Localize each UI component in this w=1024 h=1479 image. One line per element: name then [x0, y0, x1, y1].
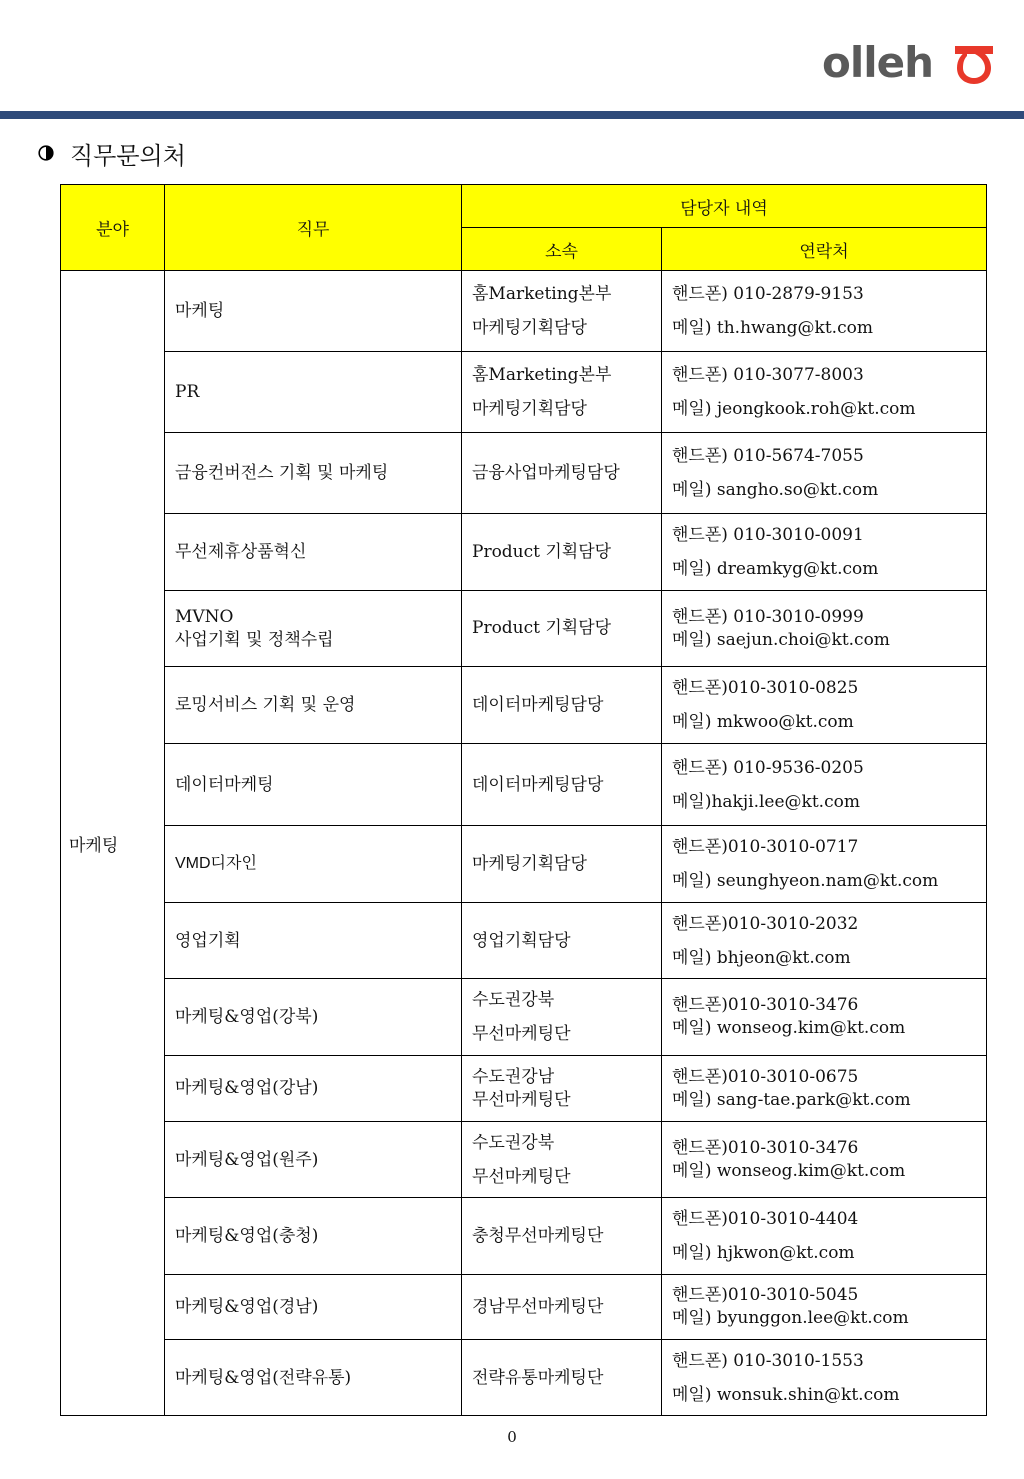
- header-field: 분야: [61, 185, 165, 271]
- job-cell: [165, 667, 462, 744]
- job-text: MVNO: [175, 606, 234, 627]
- job-text: 마케팅&영업(충청): [175, 1226, 319, 1246]
- dept-cell: [462, 433, 662, 514]
- email-link[interactable]: 메일) jeongkook.roh@kt.com: [672, 399, 916, 419]
- phone-text: 핸드폰) 010-5674-7055: [672, 446, 864, 466]
- dept-text: 홈Marketing본부: [472, 365, 612, 385]
- email-link[interactable]: 메일) saejun.choi@kt.com: [672, 629, 890, 650]
- dept-text: 무선마케팅단: [472, 1024, 571, 1044]
- job-cell: [165, 744, 462, 826]
- header-rule: [0, 111, 1024, 119]
- dept-text: 데이터마케팅담당: [472, 774, 604, 795]
- job-text: 마케팅&영업(강북): [175, 1007, 319, 1027]
- phone-text: 핸드폰)010-3010-2032: [672, 913, 859, 934]
- header-job: 직무: [165, 185, 462, 271]
- job-cell: [165, 1275, 462, 1340]
- dept-text: Product 기획담당: [472, 542, 612, 562]
- email-link[interactable]: 메일) sangho.so@kt.com: [672, 480, 879, 500]
- job-cell: [165, 1056, 462, 1122]
- dept-text: 충청무선마케팅단: [472, 1226, 604, 1246]
- dept-cell: [462, 591, 662, 667]
- dept-cell: [462, 667, 662, 744]
- dept-cell: [462, 1275, 662, 1340]
- phone-text: 핸드폰)010-3010-3476: [672, 995, 859, 1015]
- table-row: [61, 903, 987, 979]
- phone-text: 핸드폰)010-3010-5045: [672, 1285, 859, 1305]
- dept-cell: [462, 1056, 662, 1122]
- dept-cell: [462, 352, 662, 433]
- job-text: 사업기획 및 정책수립: [175, 629, 334, 650]
- job-cell: [165, 979, 462, 1056]
- email-link[interactable]: 메일) dreamkyg@kt.com: [672, 559, 879, 579]
- job-cell: [165, 433, 462, 514]
- job-text: 마케팅&영업(원주): [175, 1149, 319, 1170]
- phone-text: 핸드폰) 010-3010-0999: [672, 606, 864, 627]
- phone-text: 핸드폰) 010-2879-9153: [672, 284, 864, 304]
- table-row: [61, 1275, 987, 1340]
- dept-text: Product 기획담당: [472, 618, 612, 638]
- contact-cell: [662, 1340, 987, 1416]
- phone-text: 핸드폰)010-3010-0825: [672, 678, 859, 698]
- job-cell: [165, 1198, 462, 1275]
- email-link[interactable]: 메일) bhjeon@kt.com: [672, 947, 851, 968]
- dept-cell: [462, 1340, 662, 1416]
- dept-text: 영업기획담당: [472, 930, 571, 951]
- job-cell: [165, 903, 462, 979]
- dept-text: 금융사업마케팅담당: [472, 463, 620, 483]
- dept-text: 홈Marketing본부: [472, 284, 612, 304]
- contact-cell: [662, 979, 987, 1056]
- phone-text: 핸드폰) 010-9536-0205: [672, 757, 864, 778]
- contact-cell: [662, 591, 987, 667]
- table-row: [61, 1122, 987, 1198]
- table-row: [61, 1198, 987, 1275]
- table-row: [61, 352, 987, 433]
- job-cell: [165, 352, 462, 433]
- phone-text: 핸드폰)010-3010-0717: [672, 837, 859, 857]
- contact-cell: [662, 667, 987, 744]
- table-row: [61, 514, 987, 591]
- job-text: 마케팅: [175, 301, 225, 321]
- job-text: VMD디자인: [175, 855, 257, 872]
- job-text: 로밍서비스 기획 및 운영: [175, 695, 356, 715]
- dept-text: 전략유통마케팅단: [472, 1367, 604, 1388]
- olleh-mark-icon: [951, 40, 997, 86]
- logo-wordmark: olleh: [822, 38, 934, 87]
- table-row: [61, 667, 987, 744]
- dept-text: 수도권강남: [472, 1066, 555, 1087]
- email-link[interactable]: 메일)hakji.lee@kt.com: [672, 791, 860, 812]
- dept-cell: [462, 744, 662, 826]
- email-link[interactable]: 메일) wonsuk.shin@kt.com: [672, 1384, 900, 1405]
- contact-cell: [662, 826, 987, 903]
- table-row: [61, 1340, 987, 1416]
- contact-cell: [662, 1275, 987, 1340]
- dept-text: 데이터마케팅담당: [472, 695, 604, 715]
- section-title: 직무문의처: [70, 141, 186, 170]
- dept-cell: [462, 1122, 662, 1198]
- job-text: 영업기획: [175, 930, 241, 951]
- dept-cell: [462, 979, 662, 1056]
- dept-text: 수도권강북: [472, 1132, 555, 1153]
- email-link[interactable]: 메일) wonseog.kim@kt.com: [672, 1160, 906, 1181]
- job-cell: [165, 271, 462, 352]
- dept-text: 마케팅기획담당: [472, 854, 587, 874]
- contact-cell: [662, 352, 987, 433]
- dept-text: 무선마케팅단: [472, 1166, 571, 1187]
- job-text: 무선제휴상품혁신: [175, 542, 307, 562]
- table-row: [61, 591, 987, 667]
- phone-text: 핸드폰)010-3010-4404: [672, 1209, 859, 1229]
- job-text: 마케팅&영업(경남): [175, 1296, 319, 1317]
- email-link[interactable]: 메일) byunggon.lee@kt.com: [672, 1308, 909, 1328]
- email-link[interactable]: 메일) sang-tae.park@kt.com: [672, 1089, 911, 1110]
- phone-text: 핸드폰)010-3010-0675: [672, 1066, 859, 1087]
- job-cell: [165, 1122, 462, 1198]
- header-contact-group: 담당자 내역: [462, 185, 987, 228]
- category-cell: 마케팅: [61, 271, 165, 1416]
- table-row: [61, 744, 987, 826]
- table-row: [61, 433, 987, 514]
- half-circle-bullet-icon: [38, 145, 54, 161]
- dept-cell: [462, 903, 662, 979]
- header-contact: 연락처: [662, 228, 987, 271]
- contact-cell: [662, 271, 987, 352]
- email-link[interactable]: 메일) hjkwon@kt.com: [672, 1243, 855, 1263]
- job-text: 마케팅&영업(강남): [175, 1078, 319, 1098]
- table-row: [61, 826, 987, 903]
- dept-text: 경남무선마케팅단: [472, 1296, 604, 1317]
- table-row: [61, 979, 987, 1056]
- email-link[interactable]: 메일) mkwoo@kt.com: [672, 712, 854, 732]
- job-cell: [165, 1340, 462, 1416]
- job-cell: [165, 591, 462, 667]
- email-link[interactable]: 메일) th.hwang@kt.com: [672, 318, 873, 338]
- contact-cell: [662, 1122, 987, 1198]
- job-text: 금융컨버전스 기획 및 마케팅: [175, 463, 389, 483]
- job-text: 데이터마케팅: [175, 774, 274, 795]
- job-cell: [165, 514, 462, 591]
- dept-text: 마케팅기획담당: [472, 399, 587, 419]
- contact-cell: [662, 1056, 987, 1122]
- email-link[interactable]: 메일) seunghyeon.nam@kt.com: [672, 871, 939, 891]
- job-text: PR: [175, 382, 200, 402]
- job-cell: [165, 826, 462, 903]
- section-heading: [38, 136, 186, 170]
- contact-cell: [662, 433, 987, 514]
- dept-cell: [462, 271, 662, 352]
- dept-cell: [462, 1198, 662, 1275]
- table-row: [61, 1056, 987, 1122]
- contact-cell: [662, 1198, 987, 1275]
- dept-text: 마케팅기획담당: [472, 318, 587, 338]
- dept-text: 무선마케팅단: [472, 1089, 571, 1110]
- phone-text: 핸드폰)010-3010-3476: [672, 1137, 859, 1158]
- contacts-table: [60, 184, 987, 1416]
- contact-cell: [662, 903, 987, 979]
- phone-text: 핸드폰) 010-3077-8003: [672, 365, 864, 385]
- header-dept: 소속: [462, 228, 662, 271]
- email-link[interactable]: 메일) wonseog.kim@kt.com: [672, 1018, 906, 1038]
- contact-cell: [662, 744, 987, 826]
- olleh-logo: [822, 38, 997, 88]
- page-number: 0: [507, 1428, 517, 1446]
- dept-text: 수도권강북: [472, 990, 555, 1010]
- table-row: [61, 271, 987, 352]
- job-text: 마케팅&영업(전략유통): [175, 1367, 352, 1388]
- phone-text: 핸드폰) 010-3010-0091: [672, 525, 864, 545]
- phone-text: 핸드폰) 010-3010-1553: [672, 1350, 864, 1371]
- contact-cell: [662, 514, 987, 591]
- dept-cell: [462, 826, 662, 903]
- dept-cell: [462, 514, 662, 591]
